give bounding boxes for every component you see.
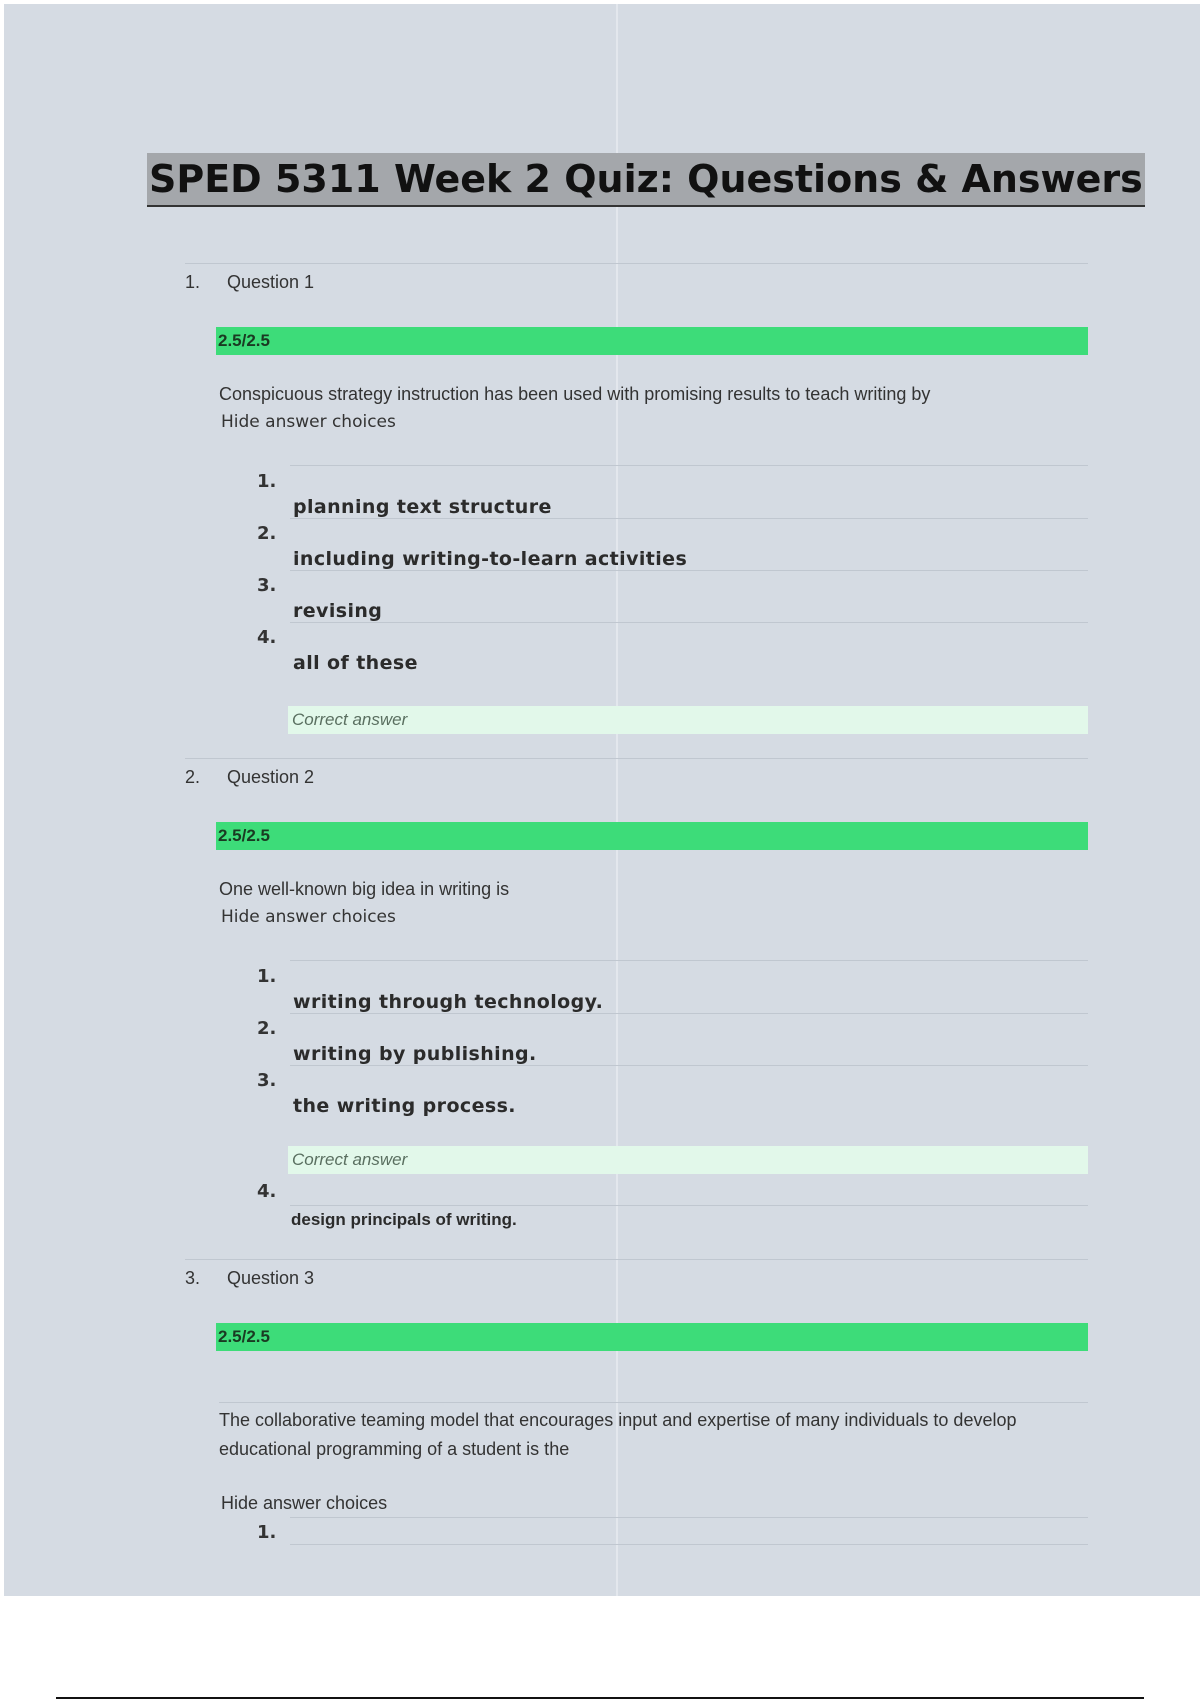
question-number: 3.: [185, 1268, 201, 1288]
choice-number: 3.: [257, 575, 277, 596]
answer-choice[interactable]: the writing process.: [293, 1095, 516, 1117]
question-label: Question 1: [227, 272, 315, 292]
hide-answer-choices-link[interactable]: Hide answer choices: [221, 412, 396, 432]
divider: [290, 570, 1088, 571]
score-text: 2.5/2.5: [218, 826, 270, 845]
choice-number: 4.: [257, 1181, 277, 1202]
divider: [290, 1544, 1088, 1545]
answer-choice[interactable]: writing through technology.: [293, 991, 604, 1013]
page-fold-line: [616, 4, 618, 1596]
correct-answer-badge: [288, 706, 1088, 734]
answer-choice[interactable]: design principals of writing.: [291, 1210, 517, 1229]
answer-choice[interactable]: writing by publishing.: [293, 1043, 537, 1065]
divider: [290, 465, 1088, 466]
document-page: [4, 4, 1200, 1596]
question-number: 1.: [185, 272, 201, 292]
divider: [185, 1259, 1088, 1260]
divider: [290, 1205, 1088, 1206]
divider: [185, 263, 1088, 264]
score-bar: [216, 1323, 1088, 1351]
divider: [290, 518, 1088, 519]
score-text: 2.5/2.5: [218, 331, 270, 350]
hide-answer-choices-link[interactable]: Hide answer choices: [221, 1493, 388, 1513]
question-text-line-1: The collaborative teaming model that encourages input and expertise of many individuals to develop: [219, 1410, 1017, 1430]
divider: [290, 622, 1088, 623]
question-text: One well-known big idea in writing is: [219, 879, 510, 899]
divider: [185, 758, 1088, 759]
choice-number: 3.: [257, 1070, 277, 1091]
divider: [219, 1402, 1088, 1403]
divider: [290, 1517, 1088, 1518]
answer-choice[interactable]: all of these: [293, 652, 418, 674]
question-text-line-2: educational programming of a student is the: [219, 1439, 570, 1459]
question-label: Question 3: [227, 1268, 315, 1288]
hide-answer-choices-link[interactable]: Hide answer choices: [221, 907, 396, 927]
score-text: 2.5/2.5: [218, 1327, 270, 1346]
question-label: Question 2: [227, 767, 315, 787]
score-bar: [216, 822, 1088, 850]
score-bar: [216, 327, 1088, 355]
question-number: 2.: [185, 767, 201, 787]
answer-choice[interactable]: planning text structure: [293, 496, 552, 518]
choice-number: 4.: [257, 627, 277, 648]
correct-answer-label: Correct answer: [292, 710, 408, 729]
divider: [290, 960, 1088, 961]
footer-rule: [56, 1697, 1144, 1699]
choice-number: 2.: [257, 1018, 277, 1039]
choice-number: 1.: [257, 966, 277, 987]
choice-number: 1.: [257, 1522, 277, 1543]
correct-answer-label: Correct answer: [292, 1150, 408, 1169]
choice-number: 2.: [257, 523, 277, 544]
document-title: SPED 5311 Week 2 Quiz: Questions & Answers: [147, 153, 1145, 207]
divider: [290, 1013, 1088, 1014]
choice-number: 1.: [257, 471, 277, 492]
question-text: Conspicuous strategy instruction has been used with promising results to teach writing by: [219, 384, 931, 404]
divider: [290, 1065, 1088, 1066]
answer-choice[interactable]: including writing-to-learn activities: [293, 548, 688, 570]
correct-answer-badge: [288, 1146, 1088, 1174]
answer-choice[interactable]: revising: [293, 600, 383, 622]
